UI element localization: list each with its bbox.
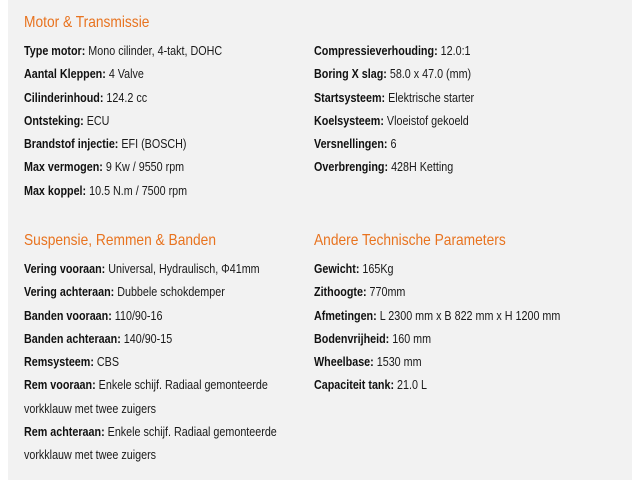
spec-row-remsysteem [24, 351, 279, 374]
spec-label: Compressieverhouding: [314, 44, 438, 58]
spec-row-banden-achteraan [24, 328, 279, 351]
spec-value: 165Kg [362, 262, 394, 276]
spec-row-ontsteking [24, 110, 279, 133]
spec-value: 140/90-15 [123, 331, 173, 346]
suspensie-list [24, 258, 320, 468]
spec-label: Zithoogte: [314, 285, 367, 300]
spec-value: Mono cilinder, 4-takt, DOHC [88, 44, 223, 58]
spec-row-wheelbase [314, 351, 569, 374]
spec-value: CBS [96, 355, 120, 370]
spec-label: Capaciteit tank: [314, 378, 395, 393]
spec-value: Dubbele schokdemper [117, 285, 225, 300]
spec-value: ECU [86, 113, 110, 128]
spec-row-max-koppel [24, 180, 279, 203]
spec-row-rem-achteraan [24, 421, 282, 468]
spec-value: 428H Ketting [391, 160, 454, 175]
spec-label: Ontsteking: [24, 113, 84, 128]
spec-label: Boring X slag: [314, 67, 387, 82]
spec-label: Remsysteem: [24, 355, 94, 370]
motor-transmissie-heading: Motor & Transmissie [24, 14, 150, 31]
spec-value: Universal, Hydraulisch, Φ41mm [108, 262, 260, 276]
spec-value: 1530 mm [376, 355, 422, 370]
spec-value: EFI (BOSCH) [121, 137, 187, 152]
spec-row-startsysteem [314, 87, 569, 110]
spec-row-zithoogte [314, 281, 569, 304]
spec-label: Afmetingen: [314, 308, 377, 323]
spec-row-gewicht [314, 258, 569, 281]
spec-row-max-vermogen [24, 156, 279, 179]
andere-heading: Andere Technische Parameters [314, 232, 506, 249]
spec-label: Gewicht: [314, 262, 360, 276]
spec-value: 4 Valve [108, 67, 144, 82]
spec-label: Cilinderinhoud: [24, 90, 104, 105]
spec-label: Aantal Kleppen: [24, 67, 106, 82]
spec-row-brandstof-injectie [24, 133, 279, 156]
motor-right-list [314, 40, 610, 180]
spec-value: 110/90-16 [114, 308, 163, 323]
andere-column [314, 228, 610, 398]
spec-value: 12.0:1 [440, 44, 471, 58]
spec-label: Vering achteraan: [24, 285, 115, 300]
spec-row-rem-vooraan [24, 374, 316, 421]
spec-label: Rem achteraan: [24, 425, 105, 440]
motor-left-column [24, 10, 320, 203]
motor-right-column [314, 10, 610, 180]
spec-label: Banden achteraan: [24, 331, 121, 346]
spec-row-vering-achteraan [24, 281, 279, 304]
spec-value: Elektrische starter [388, 90, 475, 105]
spec-value: Enkele schijf. Radiaal gemonteerde vorkklauw met twee zuigers [24, 378, 268, 416]
spec-row-afmetingen [314, 305, 569, 328]
spec-label: Max koppel: [24, 183, 87, 198]
spec-label: Koelsysteem: [314, 113, 384, 128]
spec-value: 58.0 x 47.0 (mm) [389, 67, 472, 82]
spec-value: 6 [390, 137, 397, 152]
spec-label: Versnellingen: [314, 137, 388, 152]
spec-panel [8, 0, 632, 480]
spec-row-versnellingen [314, 133, 569, 156]
spec-row-koelsysteem [314, 110, 569, 133]
spec-label: Startsysteem: [314, 90, 386, 105]
spec-row-aantal-kleppen [24, 63, 279, 86]
andere-list [314, 258, 610, 398]
spec-label: Max vermogen: [24, 160, 103, 175]
spec-value: 9 Kw / 9550 rpm [105, 160, 185, 175]
spec-label: Wheelbase: [314, 355, 374, 370]
spec-label: Banden vooraan: [24, 308, 112, 323]
spec-value: Vloeistof gekoeld [386, 113, 469, 128]
spec-value: 770mm [369, 285, 406, 300]
spec-label: Bodenvrijheid: [314, 331, 390, 346]
spec-value: 21.0 L [397, 378, 427, 393]
spec-value: 10.5 N.m / 7500 rpm [89, 183, 188, 198]
spec-row-compressieverhouding [314, 40, 569, 63]
spec-row-banden-vooraan [24, 305, 279, 328]
spec-label: Vering vooraan: [24, 262, 106, 276]
spec-label: Type motor: [24, 44, 86, 58]
motor-left-list [24, 40, 320, 203]
spec-label: Rem vooraan: [24, 378, 96, 393]
suspensie-heading: Suspensie, Remmen & Banden [24, 232, 216, 249]
spec-value: L 2300 mm x B 822 mm x H 1200 mm [379, 308, 561, 323]
spec-row-overbrenging [314, 156, 569, 179]
spec-value: Enkele schijf. Radiaal gemonteerde vorkklauw met twee zuigers [24, 425, 277, 463]
spec-row-type-motor [24, 40, 279, 63]
spec-row-bodenvrijheid [314, 328, 569, 351]
spec-row-vering-vooraan [24, 258, 279, 281]
spec-row-cilinderinhoud [24, 87, 279, 110]
spec-value: 124.2 cc [106, 90, 148, 105]
spec-value: 160 mm [392, 331, 432, 346]
spec-label: Overbrenging: [314, 160, 389, 175]
spec-row-capaciteit-tank [314, 374, 569, 397]
spec-label: Brandstof injectie: [24, 137, 119, 152]
suspensie-column [24, 228, 320, 468]
spec-row-boring-slag [314, 63, 569, 86]
